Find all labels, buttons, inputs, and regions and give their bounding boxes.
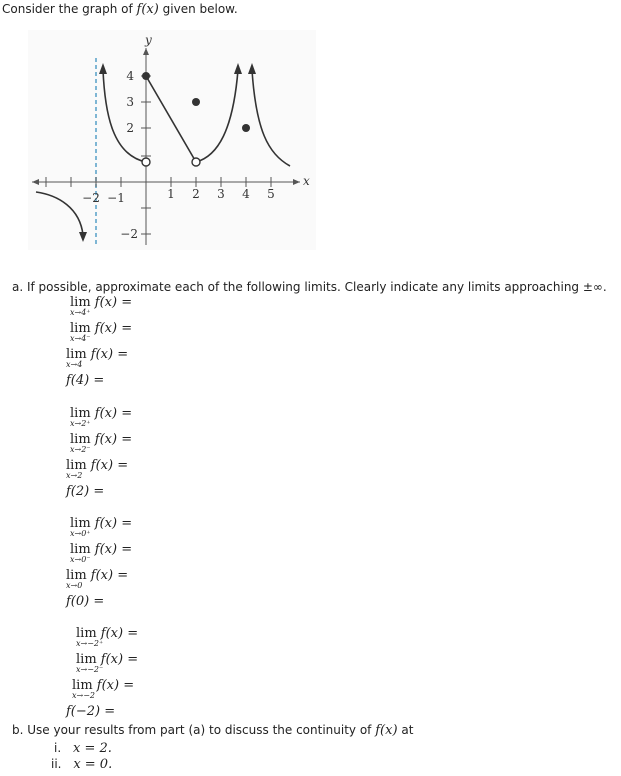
item-expression	[66, 568, 129, 590]
continuity-item	[54, 741, 112, 756]
function-value: f(x) =	[100, 652, 139, 667]
item-expression	[70, 295, 133, 317]
lim-subscript: x→0	[66, 581, 83, 590]
lim-operator	[70, 542, 91, 564]
x-tick-label: −1	[107, 191, 125, 205]
x-tick-label: 1	[167, 187, 175, 201]
function-value: f(x) =	[96, 678, 135, 693]
lim-operator	[76, 626, 104, 648]
lim-subscript: x→0⁻	[70, 555, 91, 564]
continuity-point: x = 2.	[72, 741, 112, 756]
lim-operator	[70, 406, 91, 428]
lim-operator	[70, 516, 91, 538]
item-expression	[76, 626, 139, 648]
lim-text: lim	[72, 678, 93, 693]
lim-text: lim	[66, 458, 87, 473]
item-expression	[66, 347, 129, 369]
lim-operator	[70, 321, 91, 343]
lim-subscript: x→4⁻	[70, 334, 91, 343]
y-tick-label: 3	[126, 95, 134, 109]
x-tick-label: −2	[82, 191, 100, 205]
lim-text: lim	[70, 406, 91, 421]
part-b-function: f(x)	[375, 723, 398, 738]
continuity-item	[51, 757, 112, 772]
lim-operator	[76, 652, 104, 674]
closed-point-0-4	[142, 72, 150, 80]
x-tick-label: 5	[267, 187, 275, 201]
intro-text	[2, 2, 238, 17]
part-b-text	[12, 723, 413, 738]
x-axis-label: x	[303, 174, 310, 188]
lim-text: lim	[70, 432, 91, 447]
lim-operator	[66, 347, 87, 369]
lim-operator	[70, 295, 91, 317]
item-number: i.	[54, 741, 62, 755]
lim-subscript: x→−2	[72, 691, 96, 700]
item-expression	[72, 678, 135, 700]
lim-text: lim	[66, 568, 87, 583]
item-expression	[70, 432, 133, 454]
x-tick-label: 3	[217, 187, 225, 201]
lim-subscript: x→0⁺	[70, 529, 91, 538]
lim-text: lim	[70, 542, 91, 557]
closed-point-2-3	[192, 98, 200, 106]
y-axis-label: y	[145, 33, 152, 47]
function-value: f(x) =	[90, 347, 129, 362]
lim-subscript: x→2⁺	[70, 419, 91, 428]
graph-background	[28, 30, 316, 250]
function-graph	[28, 30, 316, 250]
lim-operator	[66, 458, 87, 480]
item-expression	[76, 652, 139, 674]
y-tick-label: −2	[120, 227, 138, 241]
function-value: f(0) =	[66, 594, 105, 609]
lim-text: lim	[66, 347, 87, 362]
intro-label: Consider the graph of	[2, 2, 133, 16]
continuity-point: x = 0.	[73, 757, 113, 772]
function-value: f(x) =	[94, 516, 133, 531]
lim-subscript: x→2	[66, 471, 83, 480]
function-value: f(−2) =	[66, 704, 116, 719]
closed-point-4-2	[242, 124, 250, 132]
item-expression	[70, 321, 133, 343]
function-value: f(2) =	[66, 484, 105, 499]
item-expression	[70, 406, 133, 428]
part-a-text: a. If possible, approximate each of the following limits. Clearly indicate any limits approaching ±∞.	[12, 280, 607, 294]
x-tick-label: 4	[242, 187, 250, 201]
item-number: ii.	[51, 757, 62, 771]
part-b-label: b. Use your results from part (a) to discuss the continuity of	[12, 723, 372, 737]
intro-function: f(x)	[136, 2, 159, 17]
y-tick-label: 2	[126, 121, 134, 135]
function-value: f(4) =	[66, 373, 105, 388]
lim-text: lim	[76, 652, 97, 667]
lim-subscript: x→4	[66, 360, 83, 369]
lim-text: lim	[76, 626, 97, 641]
open-point-0-2	[142, 158, 150, 166]
function-value: f(x) =	[94, 542, 133, 557]
item-expression	[70, 516, 133, 538]
item-expression	[70, 542, 133, 564]
lim-operator	[66, 568, 87, 590]
lim-operator	[70, 432, 91, 454]
lim-text: lim	[70, 295, 91, 310]
open-point-2-2	[192, 158, 200, 166]
function-value: f(x) =	[94, 295, 133, 310]
lim-subscript: x→2⁻	[70, 445, 91, 454]
function-value: f(x) =	[100, 626, 139, 641]
intro-tail: given below.	[162, 2, 238, 16]
lim-operator	[72, 678, 96, 700]
y-tick-label: 4	[126, 69, 134, 83]
function-value: f(x) =	[90, 568, 129, 583]
x-tick-label: 2	[192, 187, 200, 201]
function-value: f(x) =	[90, 458, 129, 473]
lim-text: lim	[70, 321, 91, 336]
lim-subscript: x→−2⁺	[76, 639, 104, 648]
function-value: f(x) =	[94, 321, 133, 336]
lim-subscript: x→−2⁻	[76, 665, 104, 674]
item-expression	[66, 458, 129, 480]
lim-subscript: x→4⁺	[70, 308, 91, 317]
part-b-tail: at	[401, 723, 414, 737]
function-value: f(x) =	[94, 406, 133, 421]
function-value: f(x) =	[94, 432, 133, 447]
lim-text: lim	[70, 516, 91, 531]
